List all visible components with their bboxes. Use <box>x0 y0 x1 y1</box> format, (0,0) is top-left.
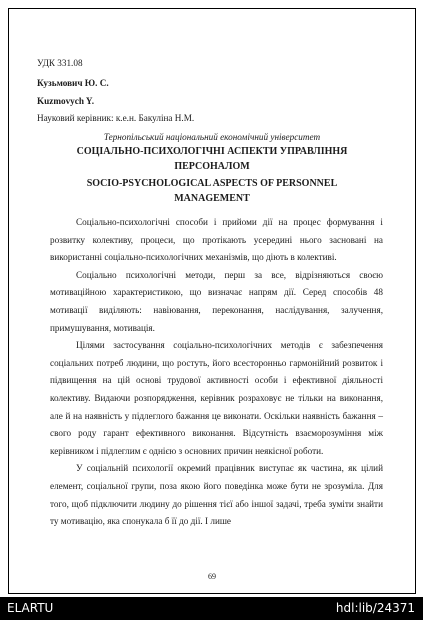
paragraph: У соціальній психології окремий працівник виступає як частина, як цілий елемент, соціальної групи, поза якою його поведінка може бути не зрозуміла. Для того, щоб підключити людину до рішення тієї або іншої задачі, треба зуміти знайти ту мотивацію, яка спонукала б її до дії. І лише <box>50 463 383 527</box>
page-number: 69 <box>208 572 216 581</box>
article-body <box>50 214 383 531</box>
document-page <box>8 8 416 594</box>
footer-bar <box>0 597 423 620</box>
paragraph: Соціально психологічні методи, перш за все, відрізняються своєю мотиваційною характеристикою, що визначає напрям дії. Серед способів 48 мотивації виділяють: навіювання, переконання, наслідування, залучення, примушування, мотивація. <box>50 269 383 333</box>
udk-code: УДК 331.08 <box>37 58 83 68</box>
title-ua-line1: СОЦІАЛЬНО-ПСИХОЛОГІЧНІ АСПЕКТИ УПРАВЛІННЯ <box>76 146 348 157</box>
repository-name: ELARTU <box>7 601 54 615</box>
paragraph: Цілями застосування соціально-психологічних методів є забезпечення соціальних потреб людини, що ростуть, його всесторонньо гармонійний розвиток і підвищення на цій основі трудової активності особи і ефективної діяльності колективу. Видаючи розпорядження, керівник розраховує не тільки на виконання, але й на наявність у підлеглого бажання це виконати. Оскільки наявність бажання – свого роду гарант ефективного виконання. Відсутність взаєморозуміння між керівником і підлеглим є однією з основних причин неякісної роботи. <box>50 340 383 456</box>
title-ua-line2: ПЕРСОНАЛОМ <box>174 161 250 172</box>
advisor: Науковий керівник: к.е.н. Бакуліна Н.М. <box>37 113 195 123</box>
title-en-line1: SOCIO-PSYCHOLOGICAL ASPECTS OF PERSONNEL <box>86 178 338 189</box>
handle-id: hdl:lib/24371 <box>335 601 415 615</box>
author-en: Kuzmovych Y. <box>37 96 94 106</box>
paragraph: Соціально-психологічні способи і прийоми дії на процес формування і розвитку колективу, процеси, що протікають усередині нього засновані на використанні соціально-психологічних механізмів, що діють в колективі. <box>50 217 383 263</box>
author-ua: Кузьмович Ю. С. <box>37 78 109 88</box>
title-en-line2: MANAGEMENT <box>174 193 250 204</box>
university: Тернопільський національний економічний університет <box>103 132 321 142</box>
